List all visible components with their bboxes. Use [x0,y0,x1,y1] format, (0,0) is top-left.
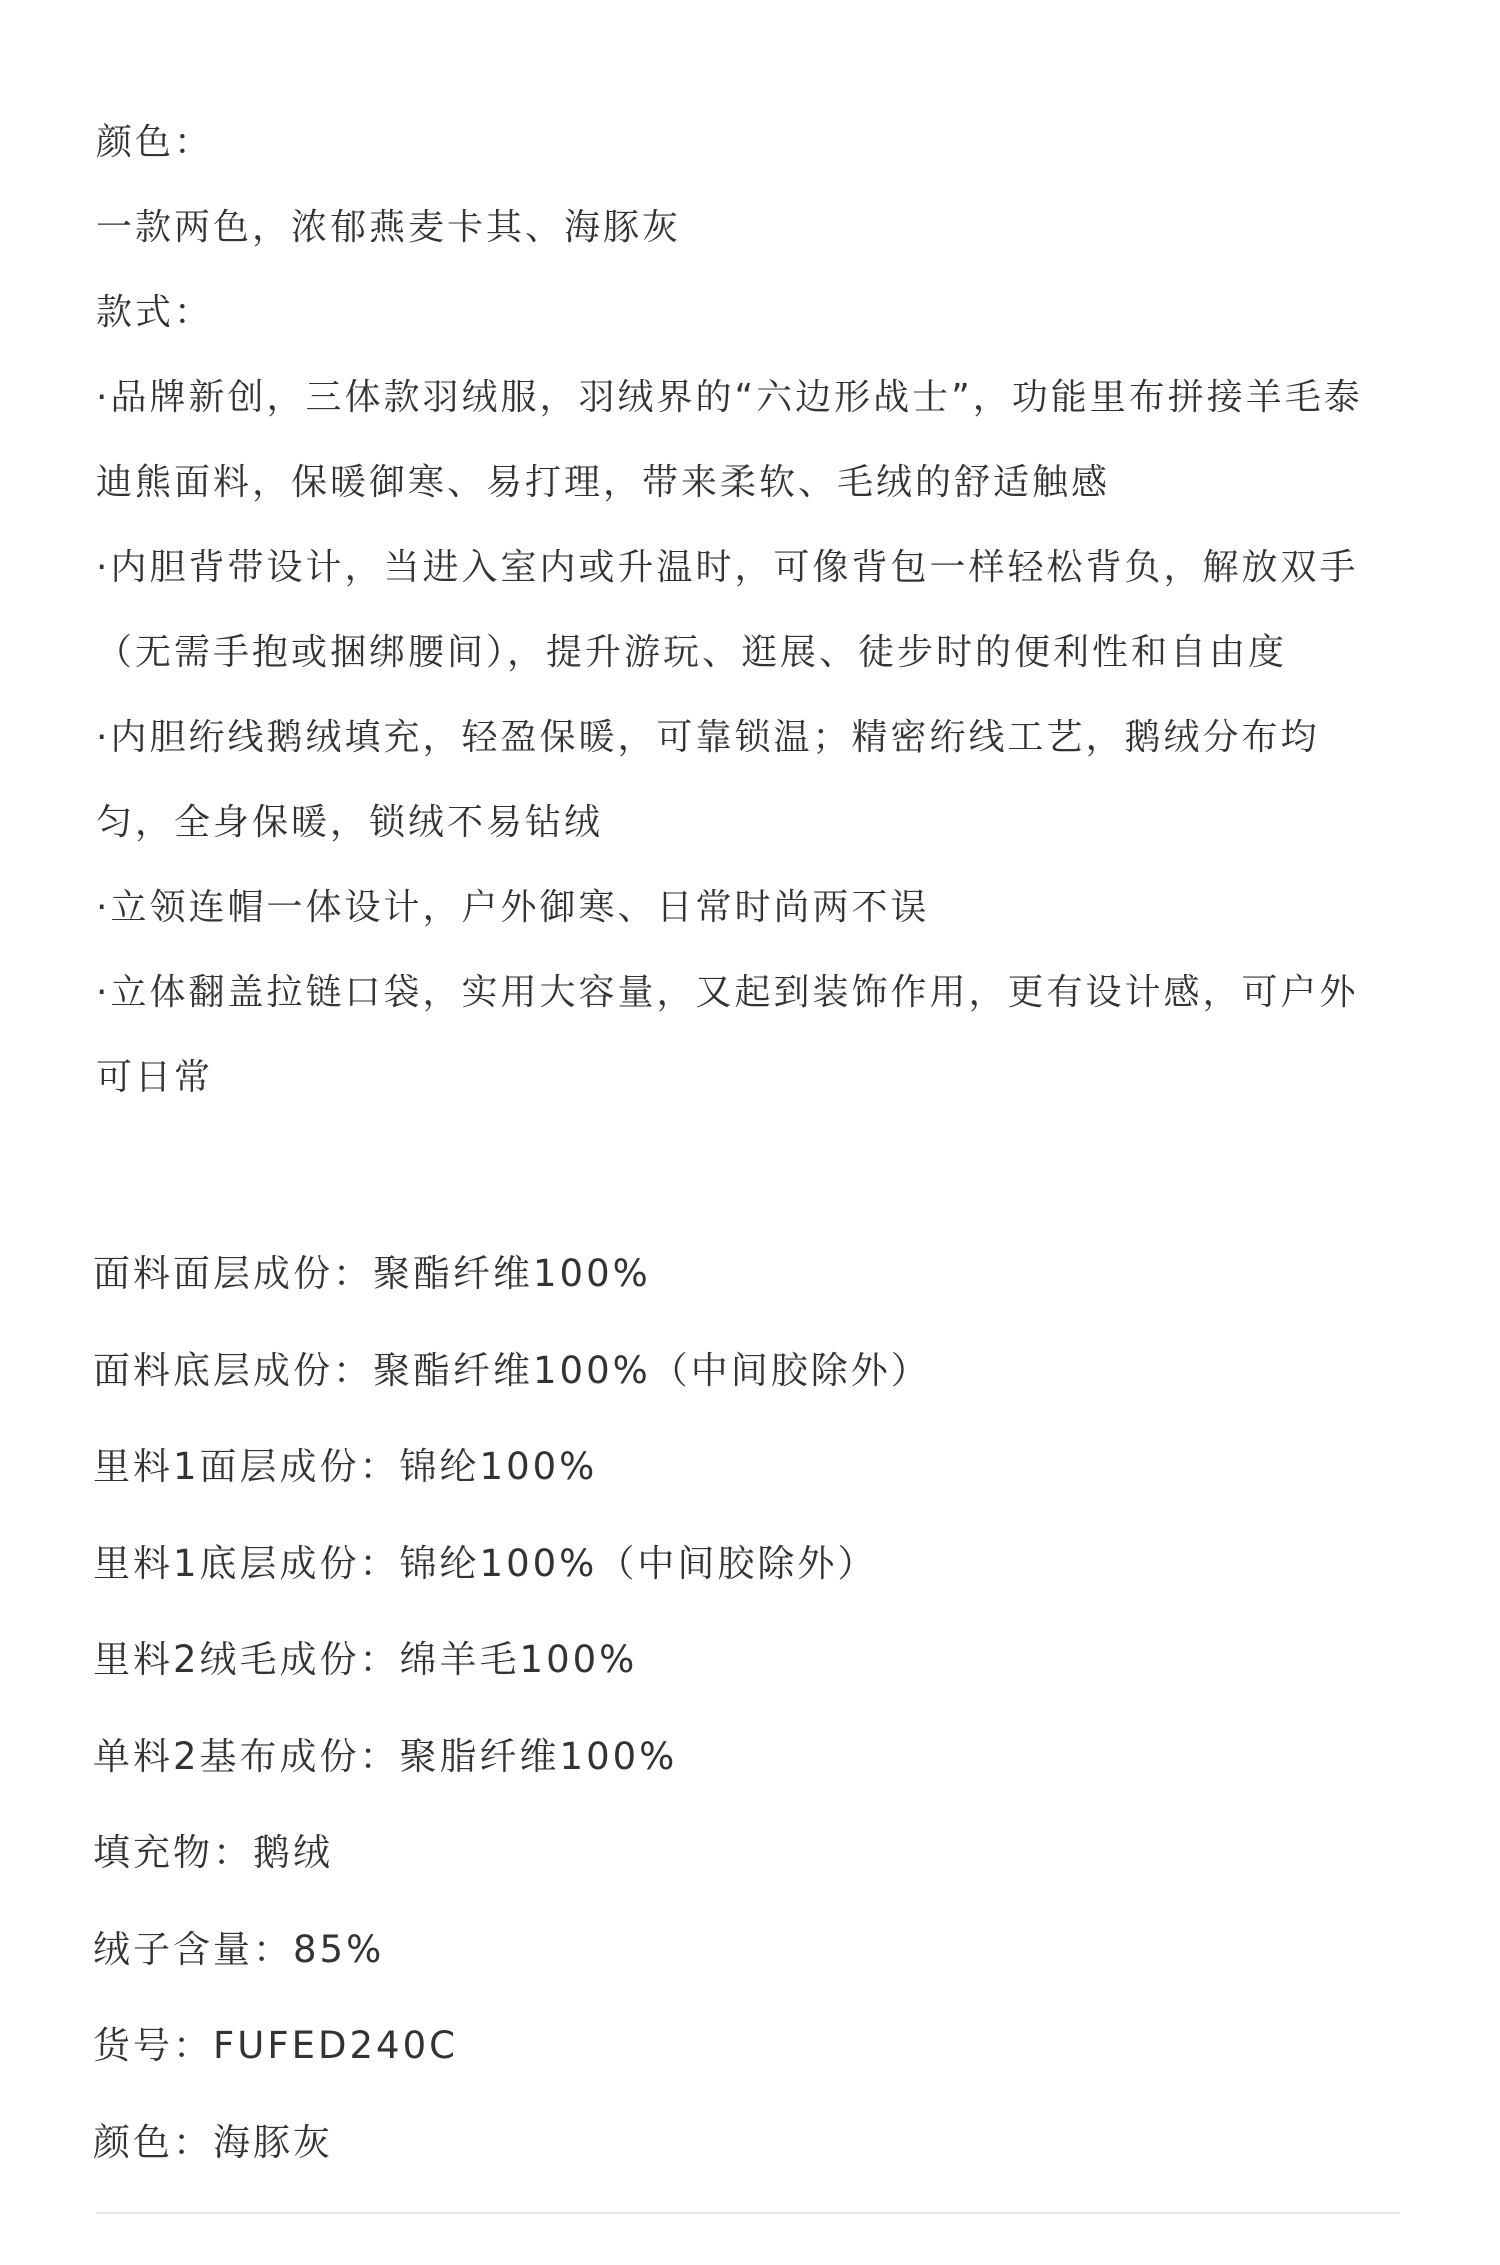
spec-line: 面料面层成份：聚酯纤维100% [93,1252,651,1295]
style-label: 款式： [96,292,214,333]
feature-item: ·内胆绗线鹅绒填充，轻盈保暖，可靠锁温；精密绗线工艺，鹅绒分布均匀，全身保暖，锁绒不易钻绒 [96,717,1320,843]
spec-line: 货号：FUFED240C [93,2024,458,2067]
feature-item: ·立体翻盖拉链口袋，实用大容量，又起到装饰作用，更有设计感，可户外可日常 [96,972,1359,1098]
spec-line: 面料底层成份：聚酯纤维100%（中间胶除外） [93,1348,931,1392]
divider [96,2212,1400,2214]
product-description [96,100,1386,1120]
spec-line: 里料1底层成份：锦纶100%（中间胶除外） [93,1541,878,1585]
feature-item: ·立领连帽一体设计，户外御寒、日常时尚两不误 [96,887,930,928]
spec-line: 里料1面层成份：锦纶100% [93,1445,598,1488]
spec-line: 里料2绒毛成份：绵羊毛100% [93,1638,638,1681]
spec-line: 单料2基布成份：聚脂纤维100% [93,1734,678,1778]
spec-line: 填充物：鹅绒 [93,1831,333,1874]
feature-item: ·内胆背带设计，当进入室内或升温时，可像背包一样轻松背负，解放双手（无需手抱或捆绑腰间），提升游玩、逛展、徒步时的便利性和自由度 [96,547,1359,673]
color-value: 一款两色，浓郁燕麦卡其、海豚灰 [96,207,682,248]
product-specs [93,1226,1393,2191]
feature-item: ·品牌新创，三体款羽绒服，羽绒界的“六边形战士”，功能里布拼接羊毛泰迪熊面料，保暖御寒、易打理，带来柔软、毛绒的舒适触感 [96,377,1363,503]
spec-line: 颜色：海豚灰 [93,2120,333,2164]
spec-line: 绒子含量：85% [93,1927,385,1971]
color-label: 颜色： [96,122,214,163]
